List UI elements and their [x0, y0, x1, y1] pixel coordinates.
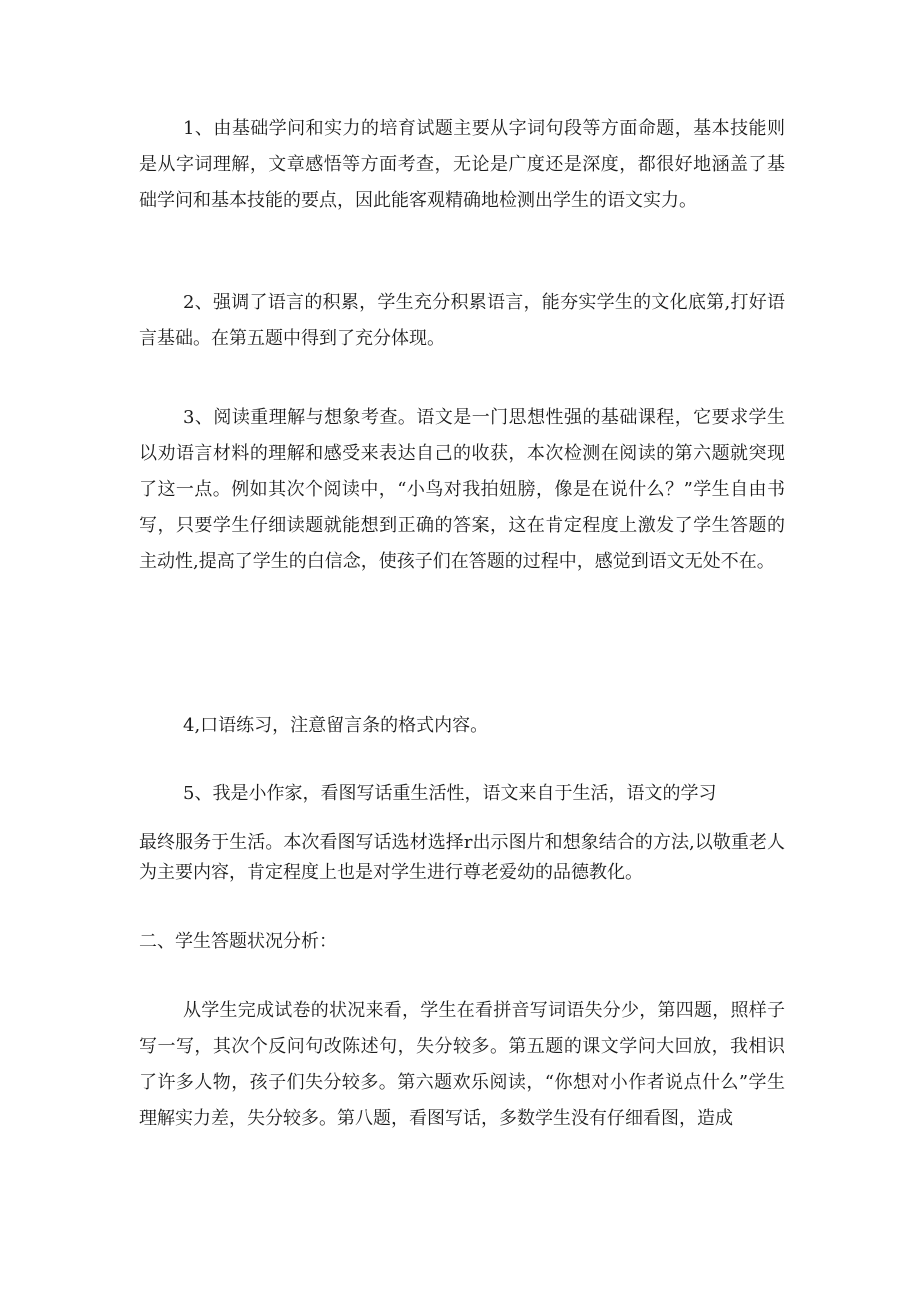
- paragraph-7: 从学生完成试卷的状况来看，学生在看拼音写词语失分少，第四题，照样子写一写，其次个反问句改陈述句，失分较多。第五题的课文学问大回放，我相识了许多人物，孩子们失分较多。第六题欢乐阅读，“你想对小作者说点什么”学生理解实力差，失分较多。第八题，看图写话，多数学生没有仔细看图，造成: [139, 1000, 785, 1129]
- section-heading: 二、学生答题状况分析：: [139, 931, 337, 952]
- paragraph-1: 1、由基础学问和实力的培育试题主要从字词句段等方面命题，基本技能则是从字词理解，文章感悟等方面考查，无论是广度还是深度，都很好地涵盖了基础学问和基本技能的要点，因此能客观精确地检测出学生的语文实力。: [139, 118, 785, 211]
- paragraph-4: 4,口语练习，注意留言条的格式内容。: [183, 715, 489, 736]
- paragraph-6: 最终服务于生活。本次看图写话选材选择r出示图片和想象结合的方法,以敬重老人为主要内容，肯定程度上也是对学生进行尊老爱幼的品德教化。: [139, 832, 785, 883]
- paragraph-3: 3、阅读重理解与想象考查。语文是一门思想性强的基础课程，它要求学生以劝语言材料的理解和感受来表达自己的收获，本次检测在阅读的第六题就突现了这一点。例如其次个阅读中，“小鸟对我拍妞膀，像是在说什么？”学生自由书写，只要学生仔细读题就能想到正确的答案，这在肯定程度上激发了学生答题的主动性,提高了学生的白信念，使孩子们在答题的过程中，感觉到语文无处不在。: [139, 407, 785, 572]
- paragraph-2: 2、强调了语言的积累，学生充分积累语言，能夯实学生的文化底第,打好语言基础。在第五题中得到了充分体现。: [139, 292, 785, 349]
- paragraph-5: 5、我是小作家，看图写话重生活性，语文来自于生活，语文的学习: [183, 783, 717, 804]
